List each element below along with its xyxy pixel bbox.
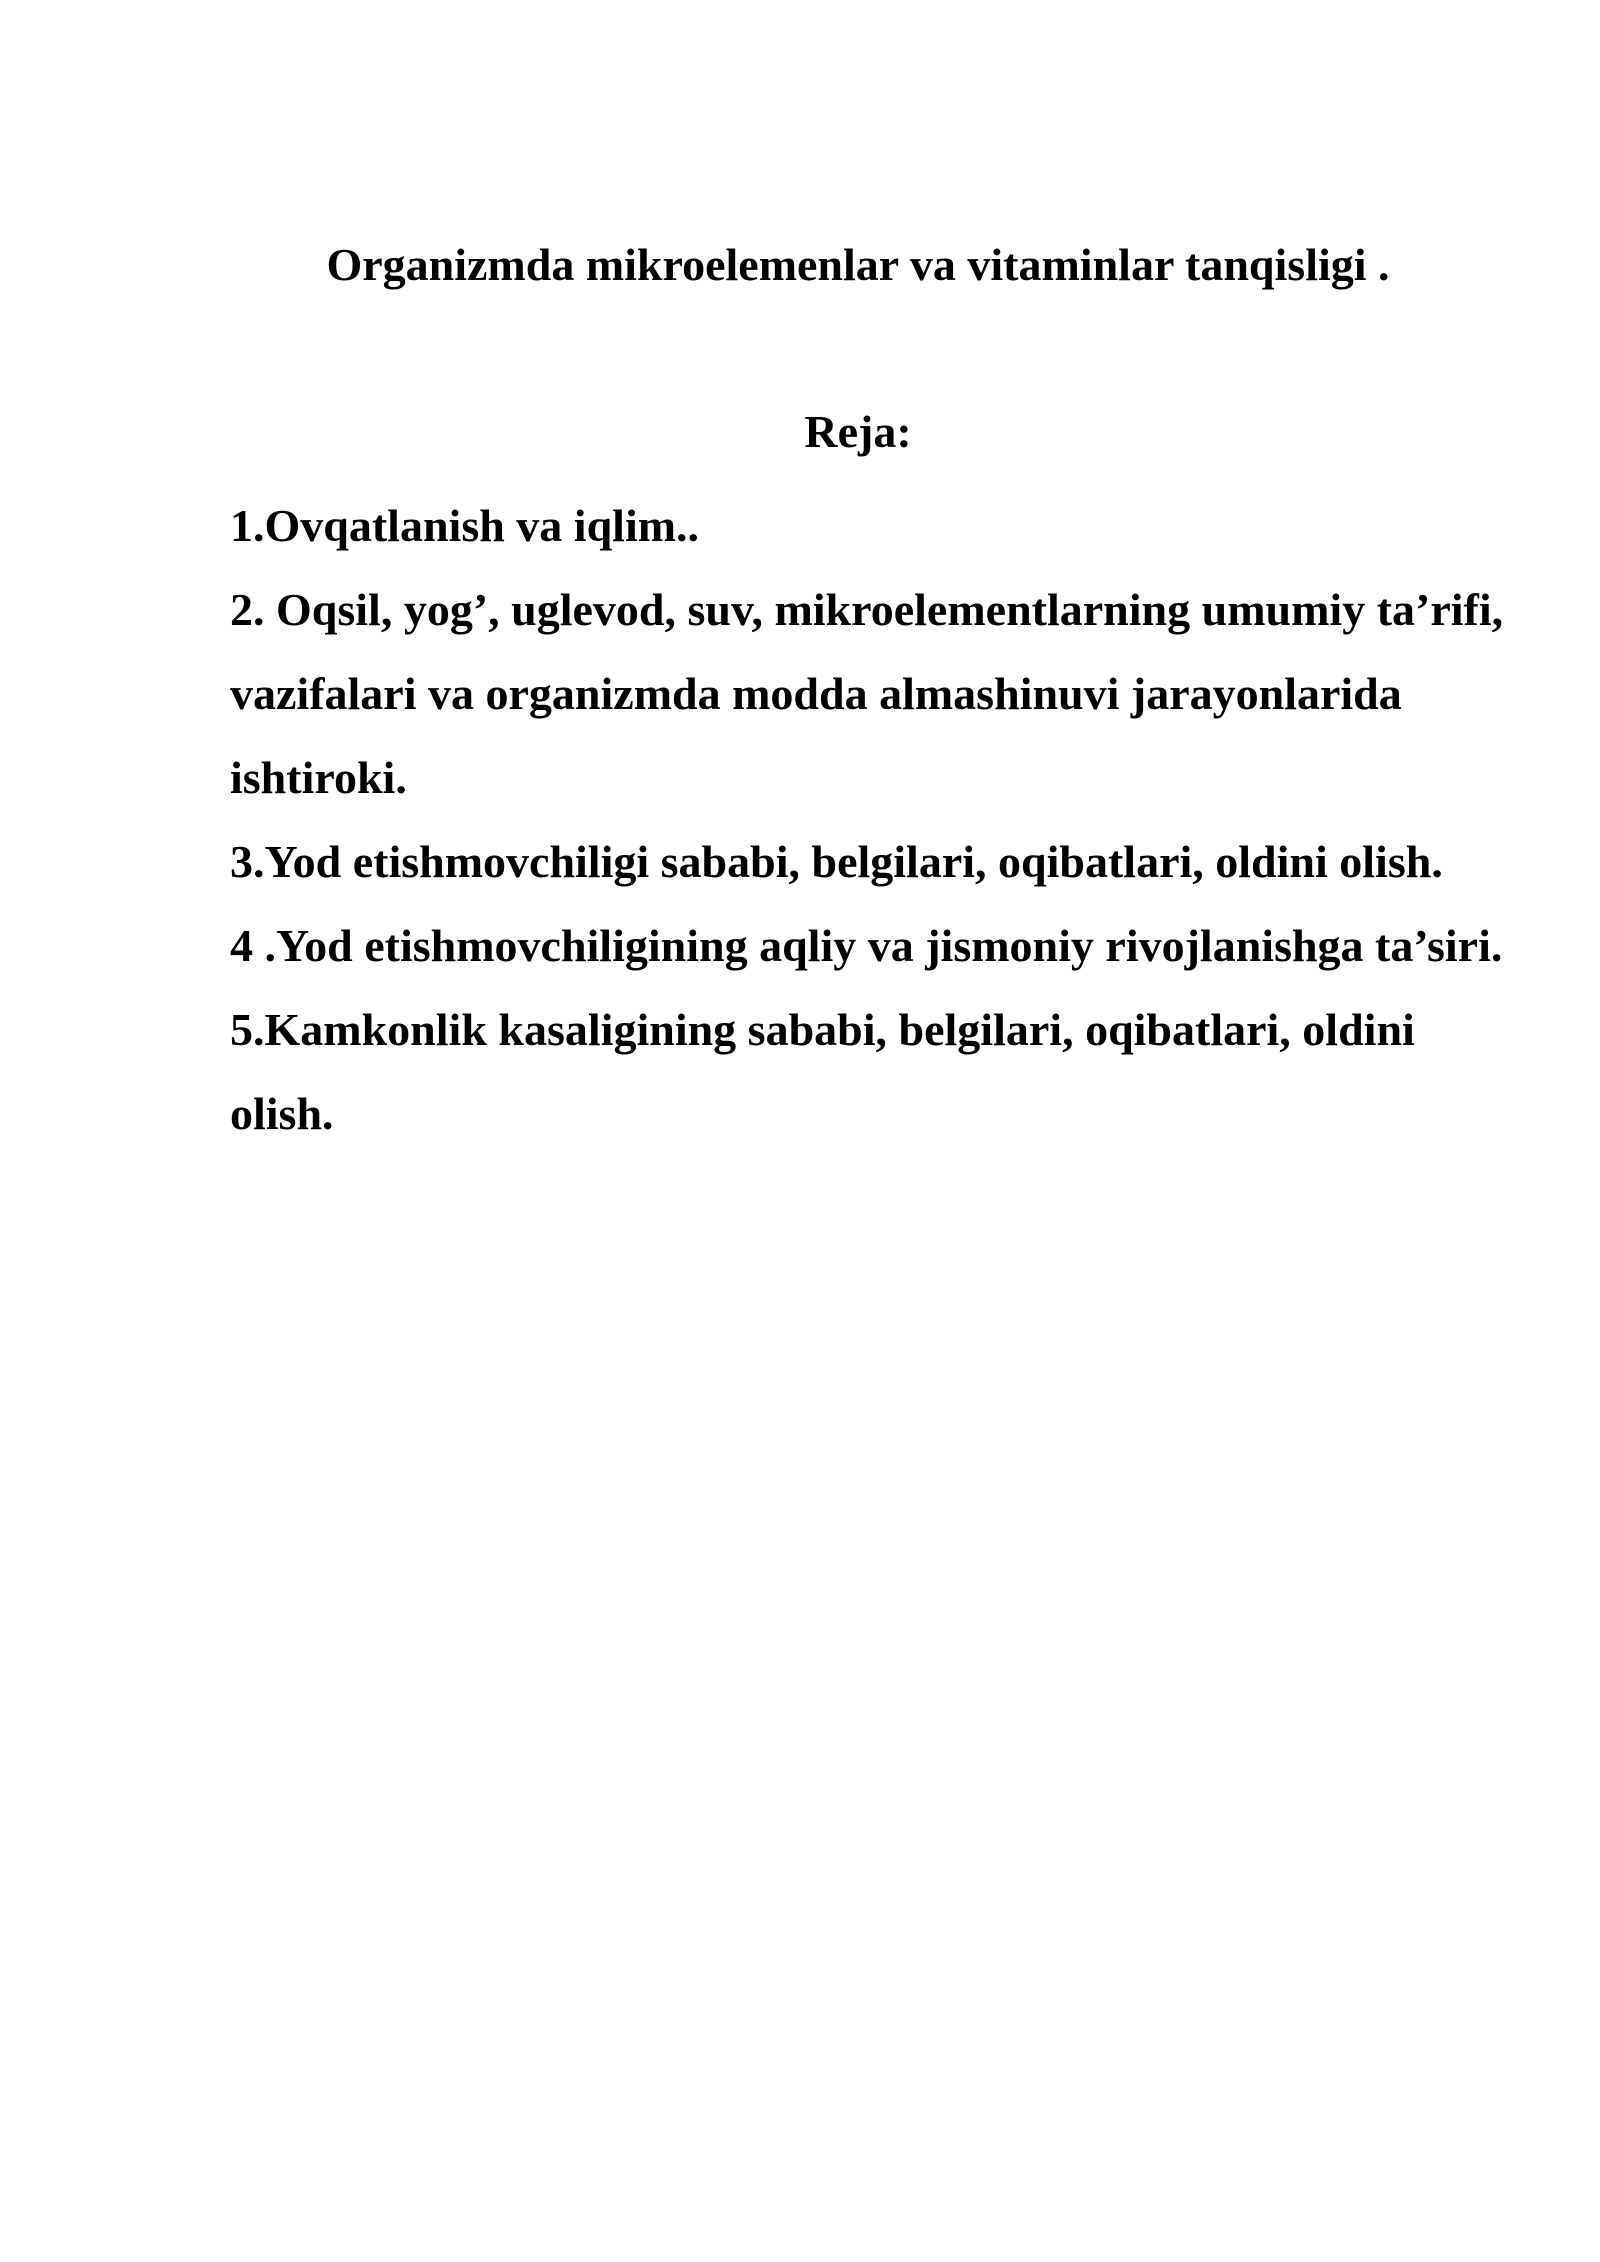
plan-list [230, 484, 1520, 1156]
plan-heading: Reja: [804, 406, 912, 457]
plan-item-3: 3.Yod etishmovchiligi sababi, belgilari, oqibatlari, oldini olish. [230, 836, 1443, 887]
plan-item-4: 4 .Yod etishmovchiligining aqliy va jismoniy rivojlanishga ta’siri. [230, 920, 1503, 971]
document-title: Organizmda mikroelemenlar va vitaminlar tanqisligi . [326, 239, 1390, 290]
plan-item-2: 2. Oqsil, yog’, uglevod, suv, mikroelementlarning umumiy ta’rifi, vazifalari va organizmda modda almashinuvi jarayonlarida ishtiroki. [230, 584, 1504, 803]
plan-item-5: 5.Kamkonlik kasaligining sababi, belgilari, oqibatlari, oldini olish. [230, 1004, 1415, 1139]
plan-item-1: 1.Ovqatlanish va iqlim.. [230, 500, 700, 551]
